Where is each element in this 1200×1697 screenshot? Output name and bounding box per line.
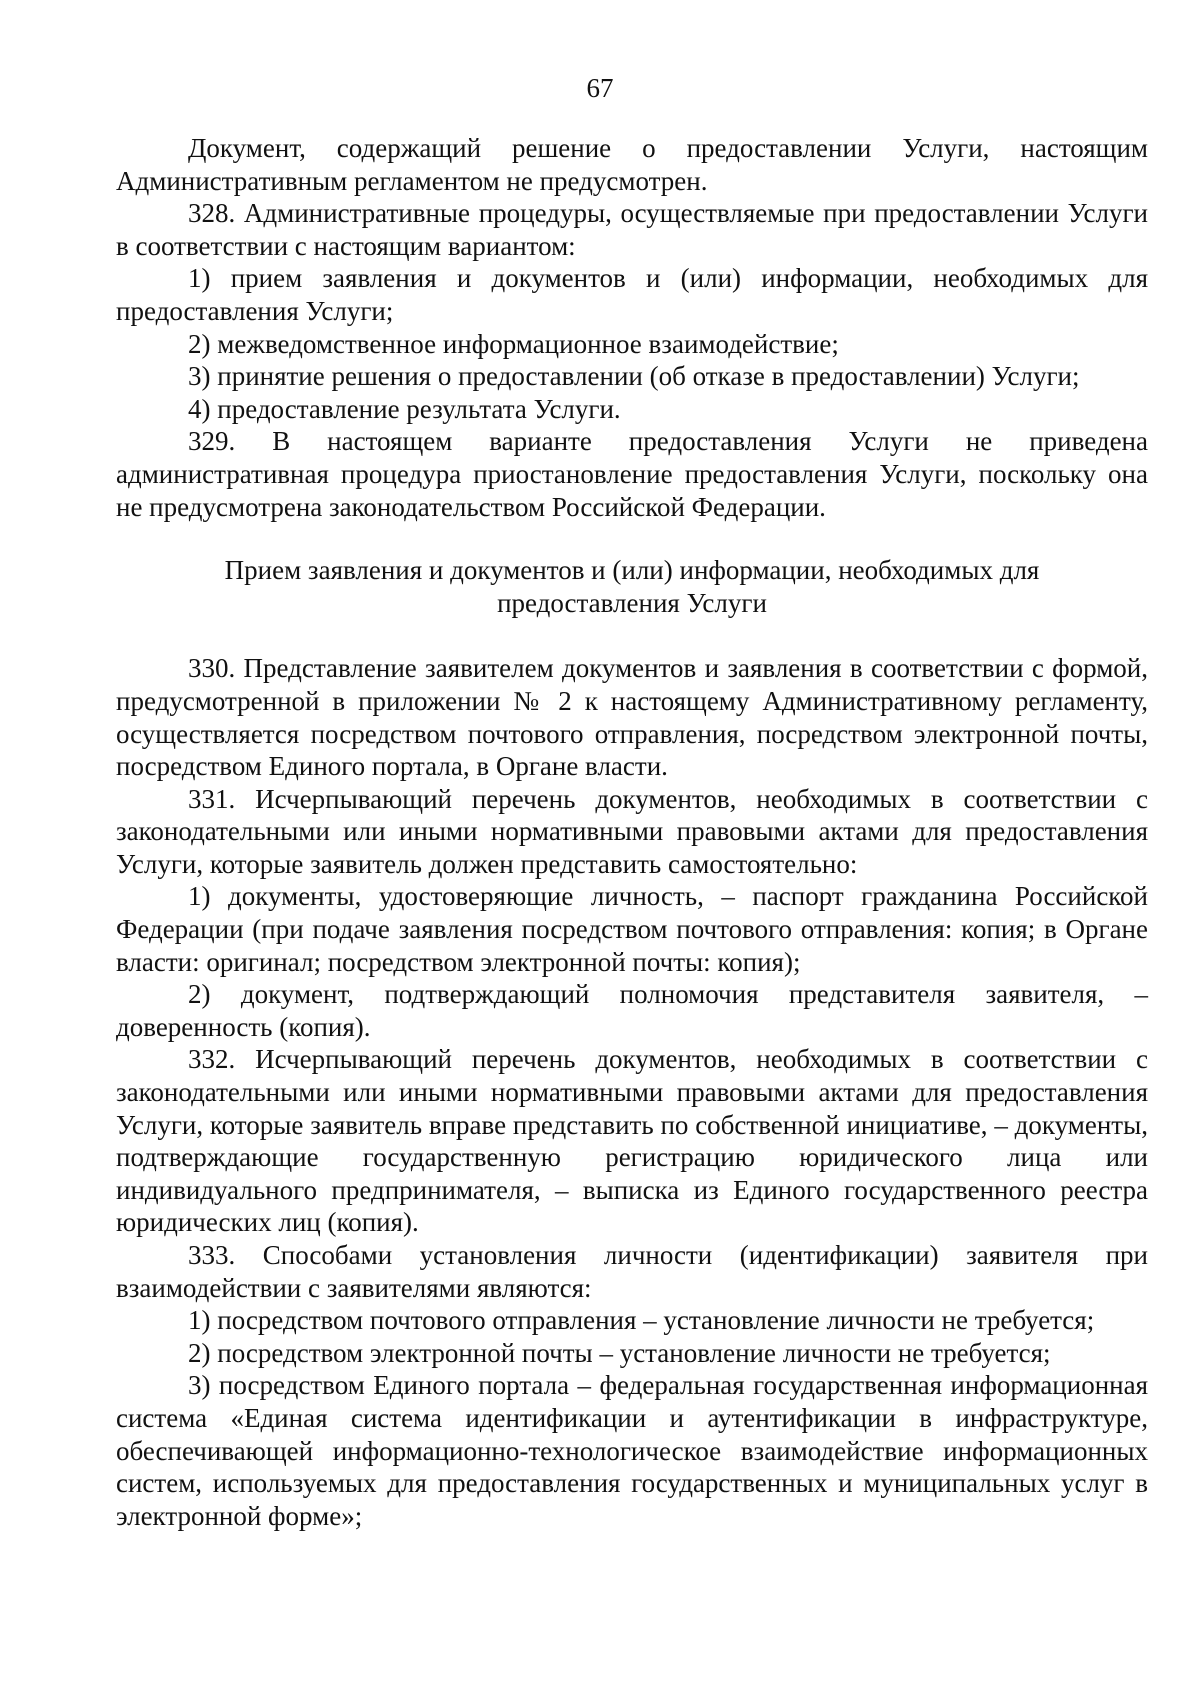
paragraph-330: 330. Представление заявителем документов и заявления в соответствии с формой, предусмотренной в приложении № 2 к настоящему Административному регламенту, осуществляется посредством почтового отправления, посредством электронной почты, посредством Единого портала, в Органе власти. [116,653,1148,782]
list-item-328-3: 3) принятие решения о предоставлении (об отказе в предоставлении) Услуги; [188,361,1080,392]
paragraph-331: 331. Исчерпывающий перечень документов, необходимых в соответствии с законодательными или иными нормативными правовыми актами для предоставления Услуги, которые заявитель должен представить самостоятельно: [116,783,1148,879]
paragraph-decision-document: Документ, содержащий решение о предоставлении Услуги, настоящим Административным регламентом не предусмотрен. [116,133,1148,196]
list-item-333-2: 2) посредством электронной почты – установление личности не требуется; [188,1337,1051,1368]
paragraph-332: 332. Исчерпывающий перечень документов, необходимых в соответствии с законодательными или иными нормативными правовыми актами для предоставления Услуги, которые заявитель вправе представить по собственной инициативе, – документы, подтверждающие государственную регистрацию юридического лица или индивидуального предпринимателя, – выписка из Единого государственного реестра юридических лиц (копия). [116,1044,1148,1238]
section-heading: Прием заявления и документов и (или) информации, необходимых для предоставления Услуги [224,555,1040,618]
page-number: 67 [586,73,614,103]
list-item-333-3: 3) посредством Единого портала – федеральная государственная информационная система «Единая система идентификации и аутентификации в инфраструктуре, обеспечивающей информационно-технологическое взаимодействие информационных систем, используемых для предоставления государственных и муниципальных услуг в электронной форме»; [116,1370,1148,1531]
list-item-328-1: 1) прием заявления и документов и (или) информации, необходимых для предоставления Услуги; [116,263,1148,326]
list-item-331-2: 2) документ, подтверждающий полномочия представителя заявителя, – доверенность (копия). [116,979,1148,1042]
paragraph-328: 328. Административные процедуры, осуществляемые при предоставлении Услуги в соответствии с настоящим вариантом: [116,198,1148,261]
list-item-328-2: 2) межведомственное информационное взаимодействие; [188,328,839,359]
document-body [116,132,1148,1532]
paragraph-333: 333. Способами установления личности (идентификации) заявителя при взаимодействии с заявителями являются: [116,1240,1148,1303]
paragraph-329: 329. В настоящем варианте предоставления Услуги не приведена административная процедура приостановление предоставления Услуги, поскольку она не предусмотрена законодательством Российской Федерации. [116,426,1148,522]
list-item-331-1: 1) документы, удостоверяющие личность, – паспорт гражданина Российской Федерации (при подаче заявления посредством почтового отправления: копия; в Органе власти: оригинал; посредством электронной почты: копия); [116,881,1148,977]
list-item-333-1: 1) посредством почтового отправления – установление личности не требуется; [188,1305,1095,1336]
list-item-328-4: 4) предоставление результата Услуги. [188,393,621,424]
